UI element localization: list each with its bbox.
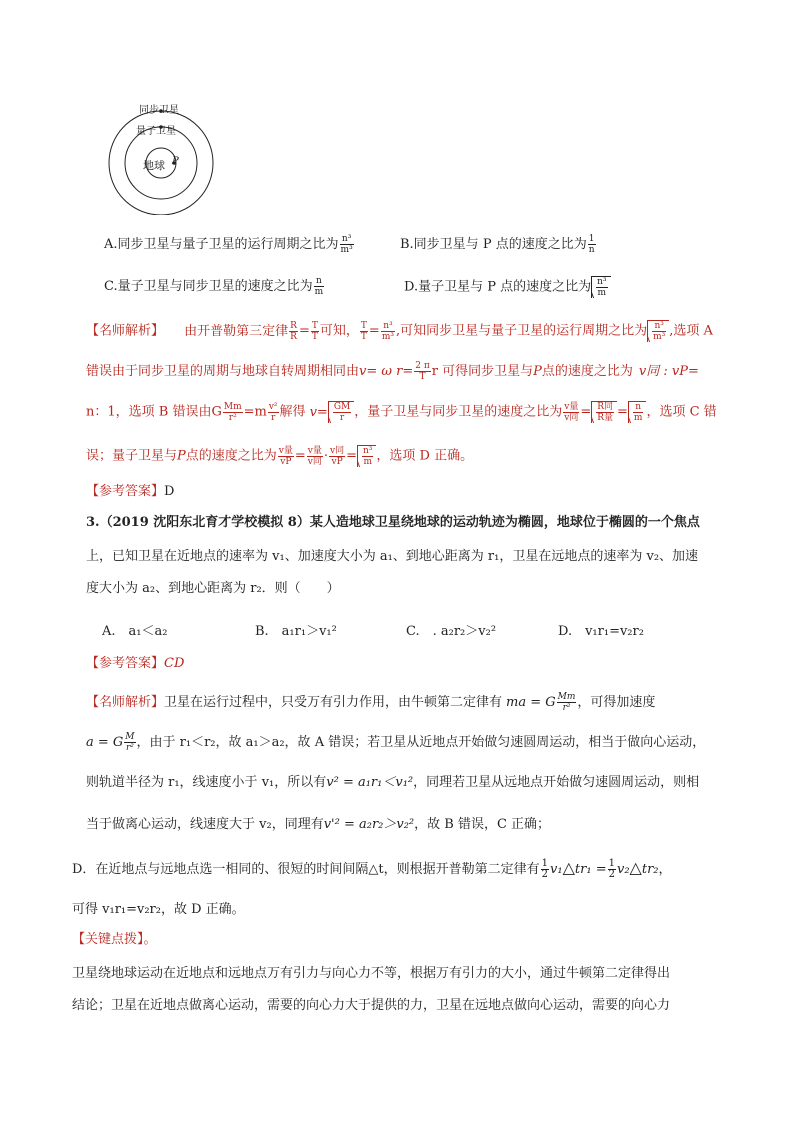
question3-line2: 上，已知卫星在近地点的速率为 v₁、加速度大小为 a₁、到地心距离为 r₁，卫星在远地点的速率为 v₂、加速 bbox=[86, 549, 699, 564]
label-p: P bbox=[172, 156, 179, 167]
analysis1-line1: 【名师解析】 由开普勒第三定律 $\frac{R}{R}$ = $\frac{T}{T}$ 可知， $\frac{T}{T}$ = $\frac{\text{n³}}{\text{m³}}$ ,可知同步卫星与量子卫星的运行周期之比为 $\frac{\text{n³}}{\text{m³}}$ ,选项 A bbox=[86, 320, 713, 342]
analysis3-line4: 当于做离心运动，线速度大于 v₂，同理有v'² = a₂r₂＞v₂²，故 B 错误，C 正确； bbox=[86, 817, 551, 832]
analysis1-line2: 错误由于同步卫星的周期与地球自转周期相同由v= ω r= $\frac{2 \pi}{T}$ r 可得同步卫星与P点的速度之比为 v同 : vP= bbox=[86, 361, 699, 382]
analysis-tag: 【名师解析】 bbox=[86, 323, 165, 339]
keypoint-line1: 卫星绕地球运动在近地点和远地点万有引力与向心力不等，根据万有引力的大小，通过牛顿第二定律得出 bbox=[72, 966, 671, 981]
delta-icon: △ bbox=[562, 858, 575, 877]
question3-line3: 度大小为 a₂、到地心距离为 r₂．则（ ） bbox=[86, 581, 340, 596]
label-quantum: 量子卫星 bbox=[136, 126, 176, 137]
analysis3-line2: a = G $\frac{M}{\text{r²}}$ ，由于 r₁＜r₂，故 a₁＞a₂，故 A 错误；若卫星从近地点开始做匀速圆周运动，相当于做向心运动， bbox=[86, 732, 706, 753]
label-earth: 地球 bbox=[143, 159, 165, 172]
keypoint-tag: 【关键点拨】。 bbox=[72, 932, 157, 947]
keypoint-line2: 结论；卫星在近地点做离心运动，需要的向心力大于提供的力，卫星在远地点做向心运动，需要的向心力 bbox=[72, 998, 671, 1013]
option-b1: B.同步卫星与 P 点的速度之比为 $\frac{1}{n}$ bbox=[400, 234, 595, 255]
question3-line1: 3.（2019 沈阳东北育才学校模拟 8）某人造地球卫星绕地球的运动轨迹为椭圆，地球位于椭圆的一个焦点 bbox=[86, 515, 700, 530]
option-c1: C.量子卫星与同步卫星的速度之比为 $\frac{n}{m}$ bbox=[104, 276, 324, 297]
option-d3: D. v₁r₁=v₂r₂ bbox=[558, 624, 644, 639]
option-b3: B. a₁r₁＞v₁² bbox=[255, 624, 337, 639]
answer1: 【参考答案】D bbox=[86, 484, 175, 499]
option-a1: A.同步卫星与量子卫星的运行周期之比为 $\frac{\text{n³}}{\text{m³}}$ bbox=[104, 234, 353, 255]
option-c3: C. . a₂r₂＞v₂² bbox=[406, 624, 497, 639]
option-a3: A. a₁＜a₂ bbox=[102, 624, 168, 639]
analysis1-line3: n：1，选项 B 错误由G $\frac{Mm}{\text{r²}}$ =m $\frac{\text{v²}}{r}$ 解得 v= $\frac{GM}{r}$ ，量子卫星与同步卫星的速度之比为 $\frac{\text{v量}}{\text{v同}}$ = $\frac{\text{R同}}{\text{R量}}$ = $\frac{n}{m}$ ，选项 C 错 bbox=[86, 401, 717, 423]
analysis3-line5: D．在近地点与远地点选一相同的、很短的时间间隔△t，则根据开普勒第二定律有 $\frac{1}{2}$ v₁△tr₁ = $\frac{1}{2}$ v₂△tr₂， bbox=[72, 858, 672, 880]
analysis3-line1: 【名师解析】卫星在运行过程中，只受万有引力作用，由牛顿第二定律有 ma = G $\frac{Mm}{\text{r²}}$ ，可得加速度 bbox=[86, 692, 656, 713]
label-sync: 同步卫星 bbox=[139, 105, 179, 116]
analysis1-line4: 误；量子卫星与P点的速度之比为 $\frac{\text{v量}}{vP}$ = $\frac{\text{v量}}{\text{v同}}$ · $\frac{\text{v同}}{vP}$ = $\frac{\text{n³}}{m}$ ，选项 D 正确。 bbox=[86, 445, 474, 467]
analysis3-line3: 则轨道半径为 r₁，线速度小于 v₁，所以有v² = a₁r₁＜v₁²，同理若卫星从远地点开始做匀速圆周运动，则相 bbox=[86, 775, 700, 790]
answer3: 【参考答案】CD bbox=[86, 656, 185, 671]
delta-icon: △ bbox=[629, 858, 642, 877]
option-d1: D.量子卫星与 P 点的速度之比为 $\frac{\text{n³}}{m}$ bbox=[404, 276, 611, 298]
analysis3-line6: 可得 v₁r₁=v₂r₂，故 D 正确。 bbox=[72, 902, 245, 917]
